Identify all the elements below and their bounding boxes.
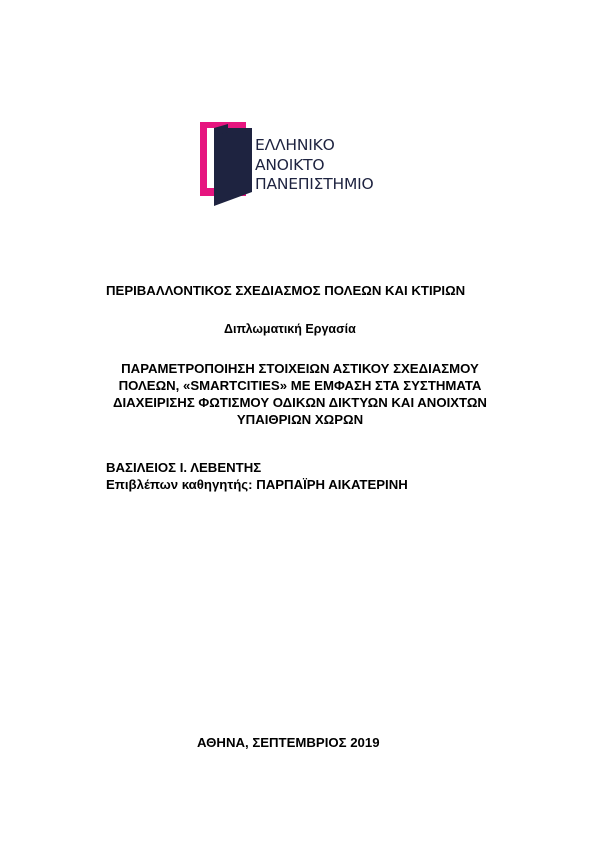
title-line: ΔΙΑΧΕΙΡΙΣΗΣ ΦΩΤΙΣΜΟΥ ΟΔΙΚΩΝ ΔΙΚΤΥΩΝ ΚΑΙ ΑΝΟΙΧΤΩΝ [113, 395, 487, 410]
author-name: ΒΑΣΙΛΕΙΟΣ Ι. ΛΕΒΕΝΤΗΣ [106, 460, 262, 475]
logo-text [255, 136, 374, 195]
thesis-label: Διπλωματική Εργασία [224, 322, 356, 336]
logo-line: ΕΛΛΗΝΙΚΟ [255, 136, 335, 154]
program-title: ΠΕΡΙΒΑΛΛΟΝΤΙΚΟΣ ΣΧΕΔΙΑΣΜΟΣ ΠΟΛΕΩΝ ΚΑΙ ΚΤΙΡΙΩΝ [106, 283, 466, 298]
logo-line: ΑΝΟΙΚΤΟ [255, 155, 325, 174]
thesis-title [80, 360, 520, 428]
logo-line: ΠΑΝΕΠΙΣΤΗΜΙΟ [255, 175, 374, 193]
logo-emblem-icon [200, 120, 256, 206]
title-line: ΥΠΑΙΘΡΙΩΝ ΧΩΡΩΝ [236, 412, 364, 427]
title-line: ΠΑΡΑΜΕΤΡΟΠΟΙΗΣΗ ΣΤΟΙΧΕΙΩΝ ΑΣΤΙΚΟΥ ΣΧΕΔΙΑΣΜΟΥ [121, 361, 479, 376]
place-date: ΑΘΗΝΑ, ΣΕΠΤΕΜΒΡΙΟΣ 2019 [197, 735, 380, 750]
title-line: ΠΟΛΕΩΝ, «SMARTCITIES» ΜΕ ΕΜΦΑΣΗ ΣΤΑ ΣΥΣΤΗΜΑΤΑ [118, 378, 482, 393]
university-logo [200, 120, 410, 206]
supervisor-name: Επιβλέπων καθηγητής: ΠΑΡΠΑΪΡΗ ΑΙΚΑΤΕΡΙΝΗ [106, 477, 408, 492]
